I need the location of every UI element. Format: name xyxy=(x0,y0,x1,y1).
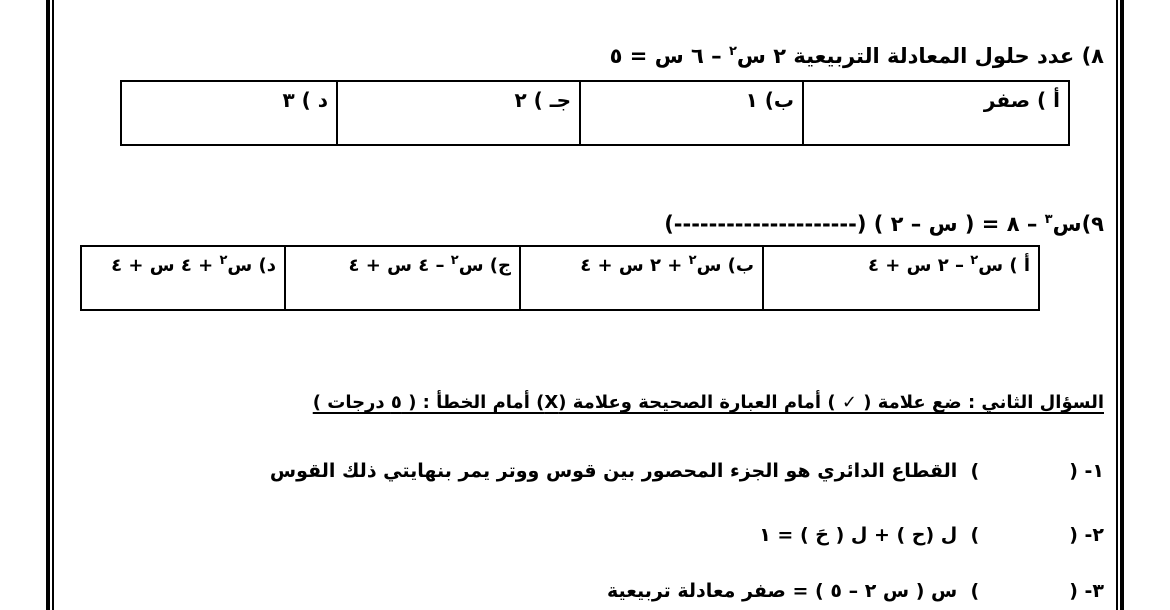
q9-question xyxy=(664,212,1104,236)
q8-option-a[interactable]: ﺃ ) صفر xyxy=(803,81,1069,145)
page-border-right xyxy=(1116,0,1124,610)
tf-item-2-text: ل (ح ) + ل ( حَ ) = ١ xyxy=(759,524,958,546)
q8-option-b[interactable]: ب) ١ xyxy=(580,81,803,145)
q8-option-d[interactable]: د ) ٣ xyxy=(121,81,337,145)
q9-option-c[interactable]: ج) س$^٢$ – ٤ س + ٤ xyxy=(285,246,520,310)
q8-question-text: ٨) عدد حلول المعادلة التربيعية ٢ س xyxy=(736,44,1104,68)
q8-question xyxy=(610,44,1104,68)
q8-exponent: ٢ xyxy=(728,44,737,59)
tf-item-2: ٢- () ل (ح ) + ل ( حَ ) = ١ xyxy=(759,524,1104,546)
q9-option-a[interactable]: ﺃ ) س$^٢$ – ٢ س + ٤ xyxy=(763,246,1039,310)
tf-item-1: ١- () القطاع الدائري هو الجزء المحصور بين قوس ووتر يمر بنهايتي ذلك القوس xyxy=(269,460,1104,482)
q9-question-text: ٩)س xyxy=(1052,212,1104,236)
q9-question-tail: – ٨ = ( س – ٢ ) (---------------------) xyxy=(664,212,1045,236)
tf-item-1-text: القطاع الدائري هو الجزء المحصور بين قوس ووتر يمر بنهايتي ذلك القوس xyxy=(269,460,958,482)
q8-question-tail: – ٦ س = ٥ xyxy=(609,44,729,68)
section2-title: السؤال الثاني : ضع علامة ( ✓ ) أمام العبارة الصحيحة وعلامة (X) أمام الخطأ : ( ٥ درجات ) xyxy=(312,392,1104,413)
q8-option-c[interactable]: جـ ) ٢ xyxy=(337,81,580,145)
tf-item-3-text: س ( س ٢ – ٥ ) = صفر معادلة تربيعية xyxy=(606,580,958,602)
q9-option-d[interactable]: د) س$^٢$ + ٤ س + ٤ xyxy=(81,246,285,310)
page-border-left xyxy=(46,0,54,610)
q9-exponent: ٣ xyxy=(1044,212,1053,227)
tf-item-3: ٣- () س ( س ٢ – ٥ ) = صفر معادلة تربيعية xyxy=(606,580,1104,602)
q9-option-b[interactable]: ب) س$^٢$ + ٢ س + ٤ xyxy=(520,246,763,310)
q9-options-table xyxy=(80,245,1040,311)
q8-options-table xyxy=(120,80,1070,146)
